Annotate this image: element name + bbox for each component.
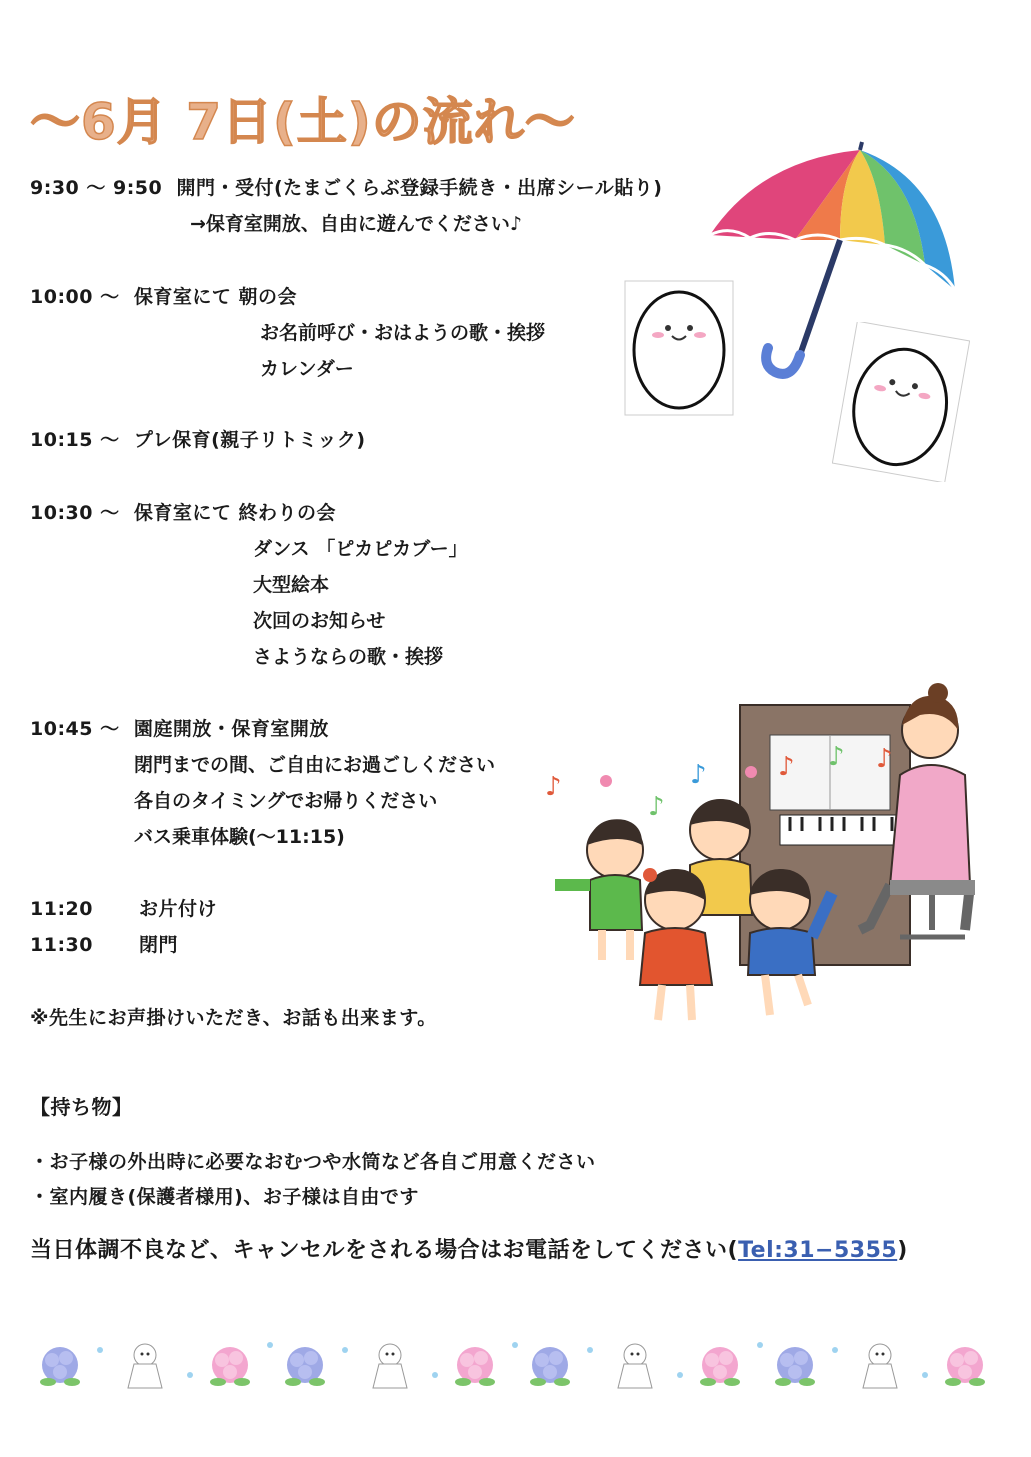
piano-teacher-children-icon — [540, 675, 990, 1040]
event-label: 開門・受付(たまごくらぶ登録手続き・出席シール貼り) — [176, 177, 663, 199]
belongings-heading: 【持ち物】 — [30, 1095, 133, 1119]
svg-text:♪: ♪ — [778, 752, 795, 782]
schedule-sub: さようならの歌・挨拶 — [253, 646, 444, 668]
belongings-item: ・お子様の外出時に必要なおむつや水筒など各自ご用意ください — [30, 1151, 596, 1173]
schedule-sub: ダンス 「ピカピカブー」 — [253, 538, 468, 560]
schedule-sub: 大型絵本 — [253, 574, 330, 596]
svg-text:♪: ♪ — [876, 744, 893, 774]
schedule-sub: 各自のタイミングでお帰りください — [134, 790, 438, 812]
schedule-sub: お名前呼び・おはようの歌・挨拶 — [260, 322, 546, 344]
event-label: 保育室にて 朝の会 — [133, 286, 297, 308]
note-text: ※先生にお声掛けいただき、お話も出来ます。 — [30, 1007, 437, 1029]
time-label: 10:45 〜 — [30, 718, 120, 740]
svg-text:♪: ♪ — [690, 760, 707, 790]
contact-text: 当日体調不良など、キャンセルをされる場合はお電話をしてください( — [30, 1238, 739, 1263]
event-label: 園庭開放・保育室開放 — [133, 718, 329, 740]
schedule-row-3 — [30, 501, 336, 525]
belongings-item: ・室内履き(保護者様用)、お子様は自由です — [30, 1186, 419, 1208]
event-label: お片付け — [138, 898, 217, 920]
schedule-row-5 — [30, 897, 217, 921]
egg-character-icon — [624, 280, 734, 416]
schedule-sub: バス乗車体験(〜11:15) — [134, 826, 345, 848]
schedule-sub: 閉門までの間、ご自由にお過ごしください — [134, 754, 496, 776]
page-title: 〜6月 7日(土)の流れ〜 — [30, 93, 576, 151]
event-label: プレ保育(親子リトミック) — [133, 429, 366, 451]
contact-line — [30, 1239, 908, 1263]
svg-text:♪: ♪ — [828, 742, 845, 772]
event-label: 保育室にて 終わりの会 — [133, 502, 336, 524]
svg-text:♪: ♪ — [545, 772, 562, 802]
hydrangea-teru-teru-border-icon — [30, 1330, 1000, 1400]
egg-character-icon — [832, 322, 970, 482]
time-label: 10:30 〜 — [30, 502, 120, 524]
schedule-sub: →保育室開放、自由に遊んでください♪ — [190, 213, 523, 235]
time-label: 10:15 〜 — [30, 429, 120, 451]
contact-close: ) — [897, 1238, 908, 1263]
tel-link[interactable]: Tel:31−5355 — [738, 1238, 898, 1263]
schedule-row-0 — [30, 176, 662, 200]
svg-text:♪: ♪ — [648, 792, 665, 822]
schedule-sub: 次回のお知らせ — [253, 610, 386, 632]
time-label: 11:20 — [30, 898, 93, 920]
schedule-row-4 — [30, 717, 329, 741]
time-label: 11:30 — [30, 934, 93, 956]
schedule-sub: カレンダー — [260, 358, 354, 380]
time-label: 9:30 〜 9:50 — [30, 177, 163, 199]
schedule-row-2 — [30, 428, 366, 452]
schedule-row-1 — [30, 285, 297, 309]
schedule-row-6 — [30, 933, 178, 957]
time-label: 10:00 〜 — [30, 286, 120, 308]
event-label: 閉門 — [138, 934, 178, 956]
